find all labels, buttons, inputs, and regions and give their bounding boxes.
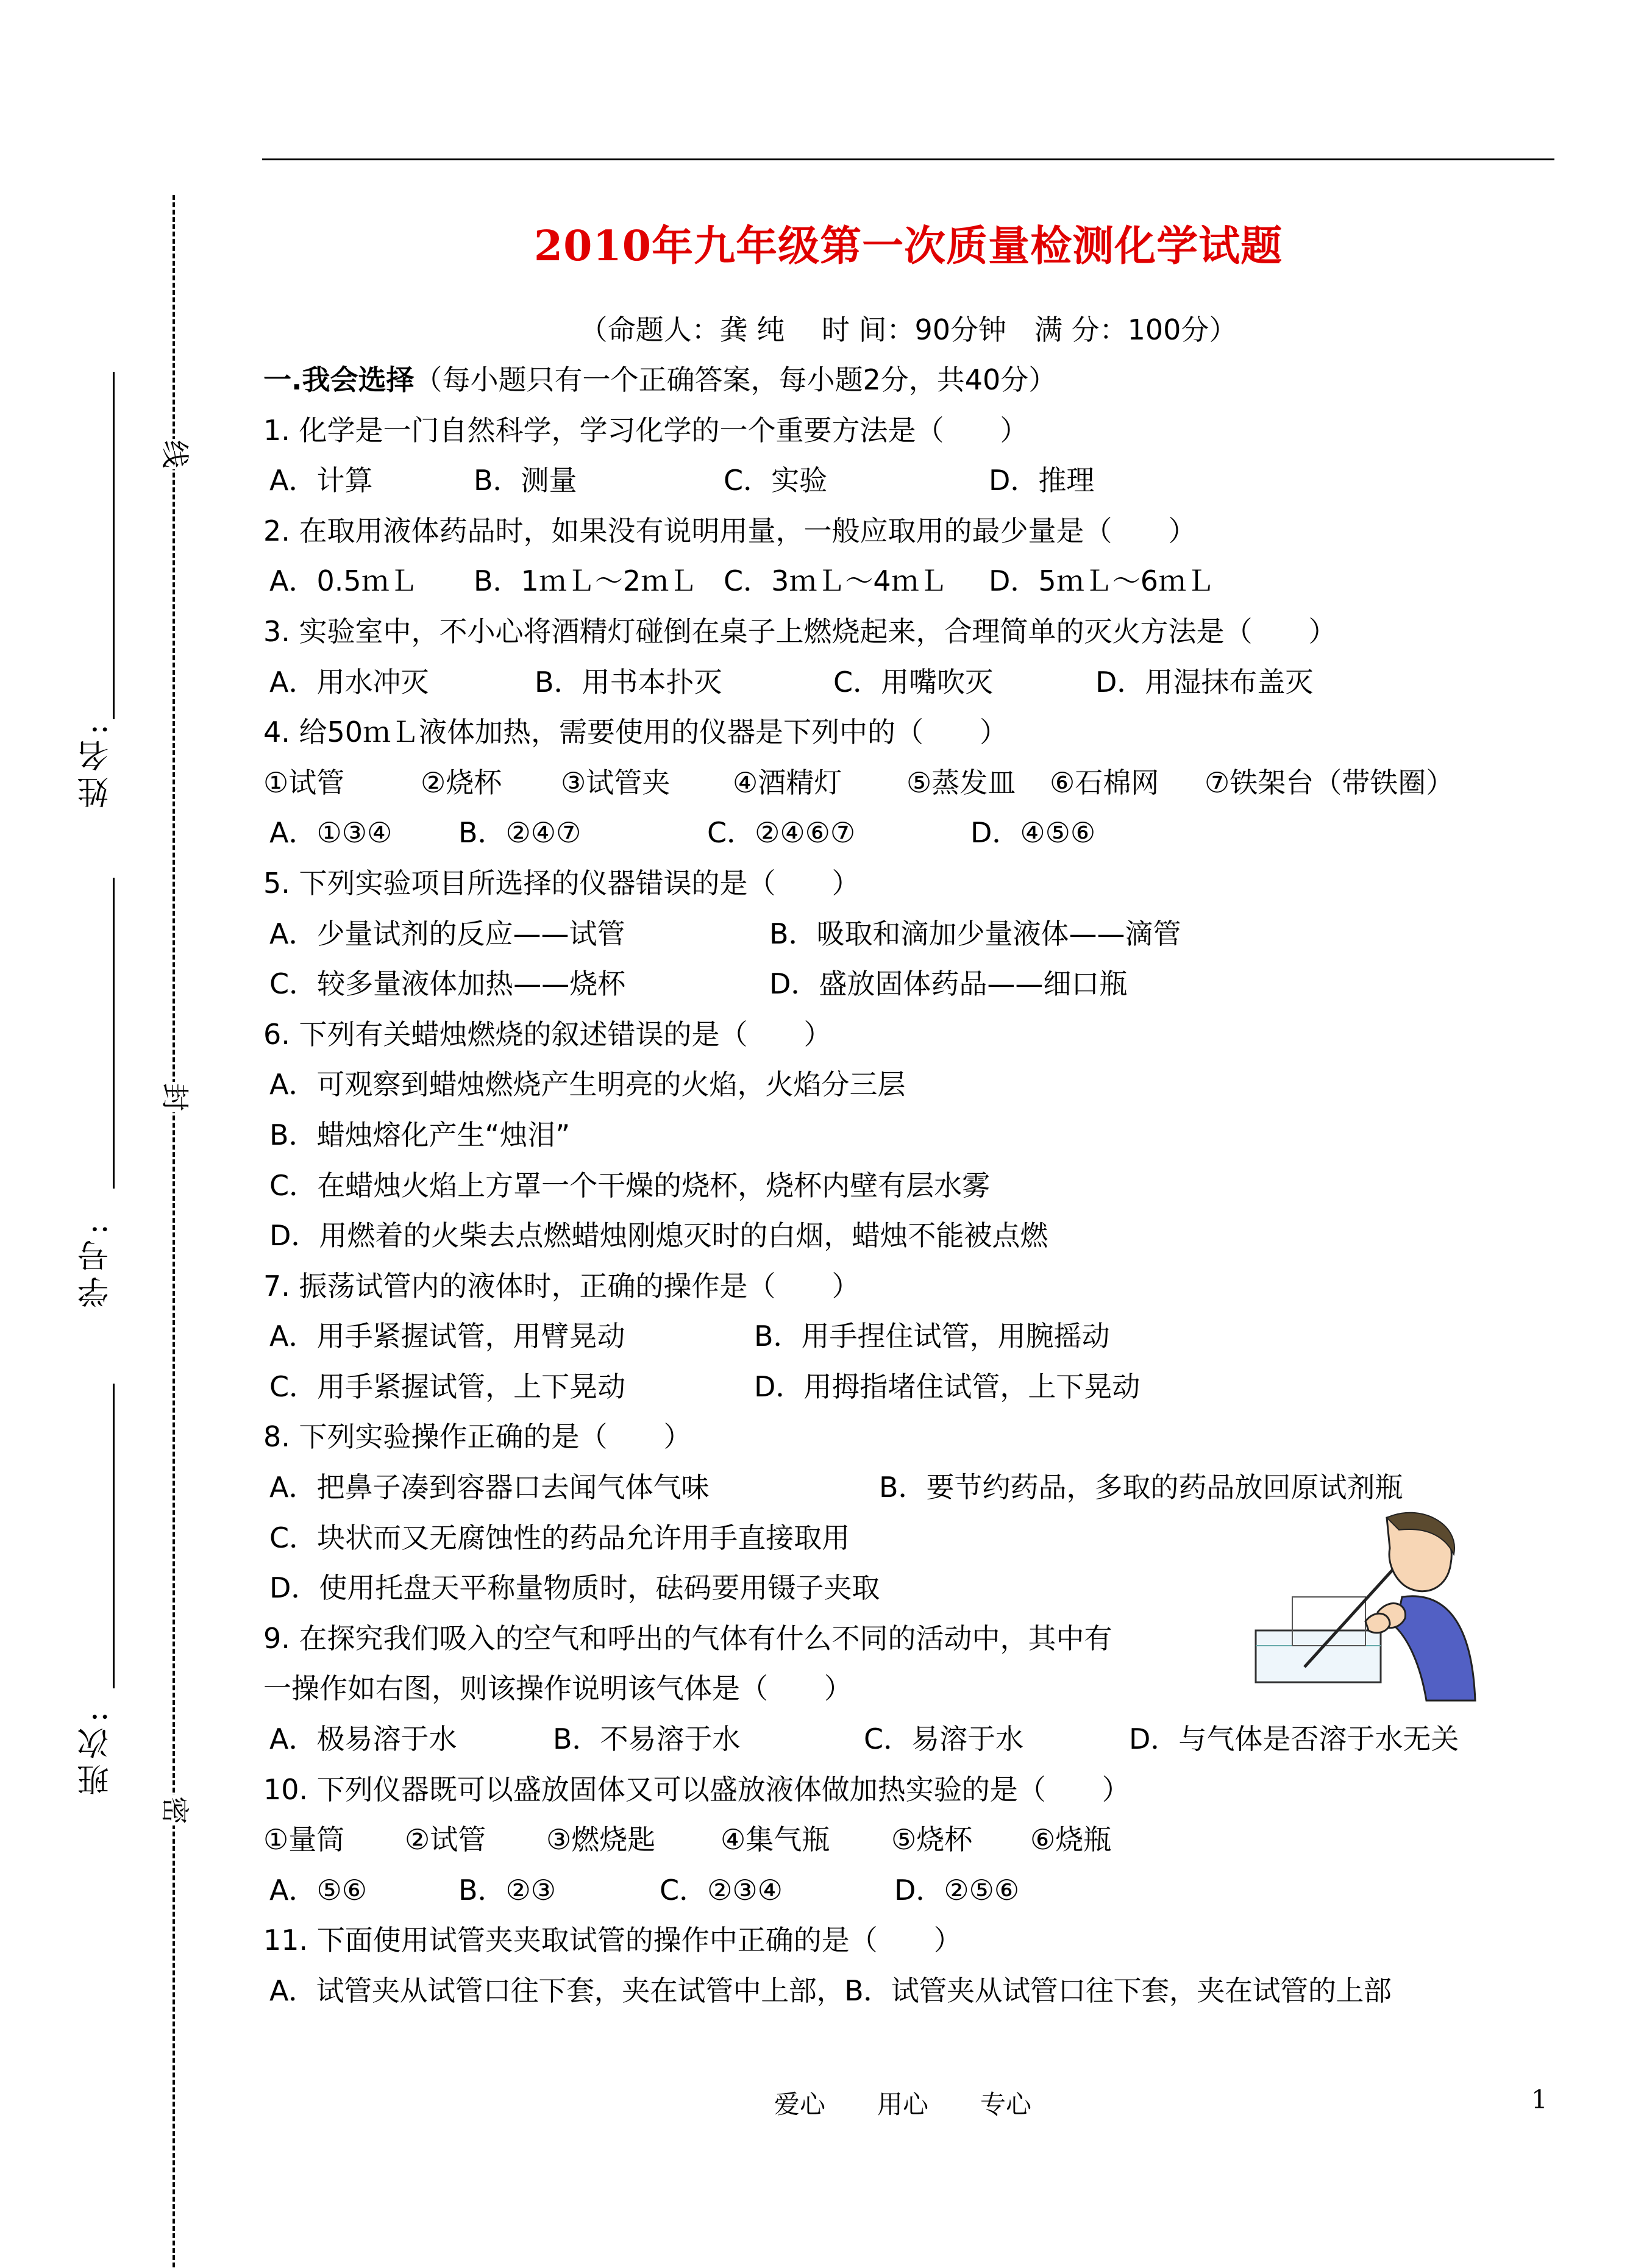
option: D．④⑤⑥ bbox=[970, 816, 1096, 850]
option: B．②③ bbox=[458, 1873, 557, 1907]
name-blank-line bbox=[113, 372, 115, 719]
option-row bbox=[263, 657, 1574, 708]
question-stem: 3. 实验室中，不小心将酒精灯碰倒在桌子上燃烧起来，合理简单的灭火方法是（ ） bbox=[263, 614, 1337, 648]
option: A．用手紧握试管，用臂晃动 bbox=[269, 1320, 625, 1353]
option: C．较多量液体加热——烧杯 bbox=[269, 967, 626, 1001]
section-title: 一.我会选择 bbox=[263, 363, 415, 396]
item: ③试管夹 bbox=[561, 766, 671, 799]
option: D．与气体是否溶于水无关 bbox=[1129, 1722, 1459, 1756]
option: C．在蜡烛火焰上方罩一个干燥的烧杯，烧杯内壁有层水雾 bbox=[269, 1168, 991, 1202]
question-stem: 4. 给50ｍＬ液体加热，需要使用的仪器是下列中的（ ） bbox=[263, 716, 1008, 749]
footer-word: 用心 bbox=[877, 2089, 929, 2119]
item-row bbox=[263, 1815, 1574, 1865]
section-heading bbox=[263, 355, 1574, 405]
question-stem: 6. 下列有关蜡烛燃烧的叙述错误的是（ ） bbox=[263, 1017, 832, 1051]
question-list bbox=[263, 355, 1574, 2016]
option: B．蜡烛熔化产生“烛泪” bbox=[269, 1118, 571, 1151]
option: C．3ｍＬ～4ｍＬ bbox=[724, 564, 947, 598]
item: ②烧杯 bbox=[421, 766, 502, 799]
question-stem: 9. 在探究我们吸入的空气和呼出的气体有什么不同的活动中，其中有 bbox=[263, 1621, 1112, 1655]
page-number: 1 bbox=[1531, 2085, 1548, 2114]
class-label: 班次: bbox=[78, 1707, 115, 1796]
item: ④集气瓶 bbox=[721, 1823, 830, 1857]
option: B．测量 bbox=[474, 464, 577, 497]
question-stem: 1. 化学是一门自然科学，学习化学的一个重要方法是（ ） bbox=[263, 413, 1028, 447]
option: A．可观察到蜡烛燃烧产生明亮的火焰，火焰分三层 bbox=[269, 1068, 906, 1101]
name-label: 姓名: bbox=[78, 719, 115, 808]
option: B．用书本扑灭 bbox=[535, 665, 722, 699]
question-stem: 7. 振荡试管内的液体时，正确的操作是（ ） bbox=[263, 1269, 860, 1303]
option: C．用嘴吹灭 bbox=[833, 665, 994, 699]
option: A．极易溶于水 bbox=[269, 1722, 457, 1756]
seal-mark-seal: 封 bbox=[157, 1082, 193, 1112]
option-row bbox=[263, 1311, 1574, 1362]
question-stem: 2. 在取用液体药品时，如果没有说明用量，一般应取用的最少量是（ ） bbox=[263, 514, 1197, 547]
option-row bbox=[263, 1362, 1574, 1412]
option-row bbox=[263, 959, 1574, 1009]
question-stem: 10. 下列仪器既可以盛放固体又可以盛放液体做加热实验的是（ ） bbox=[263, 1772, 1130, 1806]
footer-word: 爱心 bbox=[774, 2089, 826, 2119]
option: C．用手紧握试管，上下晃动 bbox=[269, 1370, 626, 1403]
option: A．计算 bbox=[269, 464, 373, 497]
item: ⑥烧瓶 bbox=[1030, 1823, 1112, 1857]
option: A．少量试剂的反应——试管 bbox=[269, 917, 625, 950]
option: C．易溶于水 bbox=[864, 1722, 1024, 1756]
option: C．②④⑥⑦ bbox=[707, 816, 856, 850]
question-stem-continued: 一操作如右图，则该操作说明该气体是（ ） bbox=[263, 1672, 852, 1705]
option: A．把鼻子凑到容器口去闻气体气味 bbox=[269, 1471, 710, 1504]
item: ⑦铁架台（带铁圈） bbox=[1205, 766, 1454, 799]
header-rule bbox=[262, 158, 1554, 160]
option: D．用拇指堵住试管，上下晃动 bbox=[754, 1370, 1141, 1403]
option: C．块状而又无腐蚀性的药品允许用手直接取用 bbox=[269, 1521, 850, 1554]
option: D．推理 bbox=[989, 464, 1095, 497]
id-blank-line bbox=[113, 878, 115, 1189]
option-row bbox=[263, 808, 1574, 858]
footer-motto bbox=[774, 2085, 1083, 2121]
option: B．吸取和滴加少量液体——滴管 bbox=[769, 917, 1181, 950]
seal-mark-line: 线 bbox=[157, 439, 193, 469]
option: B．不易溶于水 bbox=[553, 1722, 741, 1756]
item: ①试管 bbox=[263, 766, 345, 799]
option: B．要节约药品，多取的药品放回原试剂瓶 bbox=[879, 1471, 1403, 1504]
option: D．盛放固体药品——细口瓶 bbox=[769, 967, 1128, 1001]
class-blank-line bbox=[113, 1384, 115, 1688]
question-stem: 8. 下列实验操作正确的是（ ） bbox=[263, 1420, 692, 1454]
option: B．②④⑦ bbox=[458, 816, 582, 850]
option-row bbox=[263, 1714, 1574, 1765]
option-row bbox=[263, 455, 1574, 506]
option: B．1ｍＬ～2ｍＬ bbox=[474, 564, 697, 598]
option: C．②③④ bbox=[660, 1873, 783, 1907]
option-row bbox=[263, 909, 1574, 959]
footer-word: 专心 bbox=[980, 2089, 1032, 2119]
item: ④酒精灯 bbox=[733, 766, 842, 799]
seal-mark-secret: 密 bbox=[157, 1795, 193, 1825]
question-stem: 11. 下面使用试管夹夹取试管的操作中正确的是（ ） bbox=[263, 1924, 962, 1957]
option-row bbox=[263, 556, 1574, 606]
item: ⑥石棉网 bbox=[1050, 766, 1159, 799]
option: D．用湿抹布盖灭 bbox=[1095, 665, 1314, 699]
item: ③燃烧匙 bbox=[546, 1823, 656, 1857]
option: A．用水冲灭 bbox=[269, 665, 429, 699]
option: A．①③④ bbox=[269, 816, 393, 850]
option: D．②⑤⑥ bbox=[894, 1873, 1020, 1907]
option: D．用燃着的火柴去点燃蜡烛刚熄灭时的白烟，蜡烛不能被点燃 bbox=[269, 1219, 1048, 1253]
item: ②试管 bbox=[405, 1823, 486, 1857]
option: D．5ｍＬ～6ｍＬ bbox=[989, 564, 1214, 598]
student-id-label: 学号: bbox=[78, 1219, 115, 1308]
option-row: A．试管夹从试管口往下套，夹在试管中上部，B．试管夹从试管口往下套，夹在试管的上部 bbox=[269, 1974, 1392, 2007]
option: A．⑤⑥ bbox=[269, 1873, 367, 1907]
section-instruction: （每小题只有一个正确答案，每小题2分，共40分） bbox=[414, 363, 1057, 396]
item: ①量筒 bbox=[263, 1823, 345, 1857]
option: C．实验 bbox=[724, 464, 828, 497]
option-row bbox=[263, 1865, 1574, 1916]
student-blowing-through-tube-into-water-icon bbox=[1244, 1505, 1487, 1707]
question-stem: 5. 下列实验项目所选择的仪器错误的是（ ） bbox=[263, 866, 860, 900]
item: ⑤烧杯 bbox=[891, 1823, 973, 1857]
option: A．0.5ｍＬ bbox=[269, 564, 418, 598]
page-title: 2010年九年级第一次质量检测化学试题 bbox=[533, 222, 1283, 271]
option: D．使用托盘天平称量物质时，砝码要用镊子夹取 bbox=[269, 1571, 880, 1605]
item: ⑤蒸发皿 bbox=[906, 766, 1016, 799]
option: B．用手捏住试管，用腕摇动 bbox=[754, 1320, 1110, 1353]
exam-meta: （命题人：龚 纯 时 间：90分钟 满 分：100分） bbox=[579, 313, 1237, 346]
binding-dashed-line bbox=[173, 195, 175, 2267]
item-row bbox=[263, 758, 1574, 808]
